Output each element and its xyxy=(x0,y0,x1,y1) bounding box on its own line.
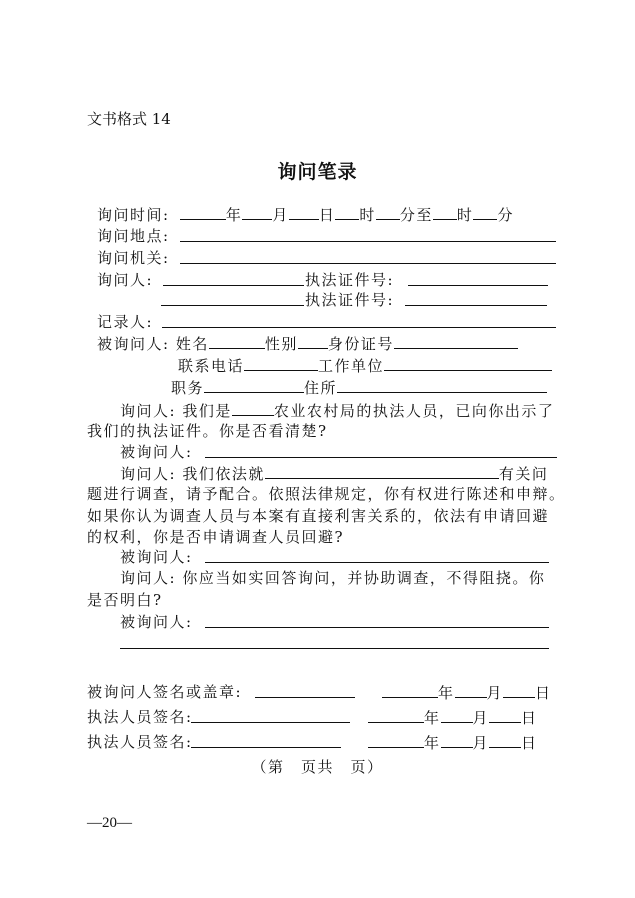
answer-3-field-continued[interactable] xyxy=(120,648,549,649)
page-number: —20— xyxy=(87,815,132,831)
case-subject-blank[interactable] xyxy=(265,463,499,479)
sign2-day-label: 日 xyxy=(521,709,538,727)
hour-blank[interactable] xyxy=(335,204,359,220)
page-indicator: （第 页共 页） xyxy=(251,758,384,776)
answer-3-field[interactable] xyxy=(205,627,549,628)
phone-field[interactable] xyxy=(244,355,318,371)
recorder-field[interactable] xyxy=(162,327,556,328)
interviewee-contact-row xyxy=(178,355,552,376)
id-number-field[interactable] xyxy=(394,333,518,349)
sign1-day-label: 日 xyxy=(535,684,552,702)
officer-signature-label-2: 执法人员签名: xyxy=(87,733,193,751)
interviewer-field-2[interactable] xyxy=(161,305,304,306)
position-field[interactable] xyxy=(204,377,304,393)
inquiry-agency-field[interactable] xyxy=(180,263,556,264)
officer-signature-field-1[interactable] xyxy=(191,722,350,723)
interviewee-signature-label: 被询问人签名或盖章: xyxy=(87,683,243,701)
question-1-line-2: 我们的执法证件。你是否看清楚? xyxy=(87,422,328,440)
question-1-line-1 xyxy=(120,400,554,421)
form-number-label: 文书格式 14 xyxy=(87,110,171,128)
sign2-day-blank[interactable] xyxy=(489,707,521,723)
sign2-year-label: 年 xyxy=(424,709,441,727)
position-label: 职务 xyxy=(171,379,205,397)
q2-start-text: 询问人: 我们依法就 xyxy=(120,465,265,483)
month-label: 月 xyxy=(272,206,289,224)
question-2-line-3: 如果你认为调查人员与本案有直接利害关系的，依法有申请回避 xyxy=(87,507,550,525)
sign1-month-blank[interactable] xyxy=(455,682,487,698)
interviewer-field[interactable] xyxy=(163,285,304,286)
answer-2-label: 被询问人: xyxy=(120,548,193,566)
sign2-month-label: 月 xyxy=(472,709,490,727)
interviewee-info-row xyxy=(97,333,518,354)
answer-1-label: 被询问人: xyxy=(120,443,193,461)
inquiry-time-row xyxy=(97,204,514,225)
sign2-month-blank[interactable] xyxy=(441,707,473,723)
inquiry-agency-label: 询问机关: xyxy=(97,249,170,267)
sign3-month-blank[interactable] xyxy=(441,732,473,748)
q1-end-text: 农业农村局的执法人员，已向你出示了 xyxy=(273,402,555,420)
interviewer-label: 询问人: xyxy=(97,271,154,289)
sign2-year-blank[interactable] xyxy=(368,707,424,723)
workplace-label: 工作单位 xyxy=(318,357,385,375)
gender-label: 性别 xyxy=(264,335,298,353)
answer-1-field[interactable] xyxy=(205,457,557,458)
hour-label: 时 xyxy=(359,206,376,224)
interviewee-signature-field[interactable] xyxy=(255,697,355,698)
q1-start-text: 询问人: 我们是 xyxy=(120,402,232,420)
address-field[interactable] xyxy=(337,377,547,393)
month-blank[interactable] xyxy=(242,204,272,220)
document-title: 询问笔录 xyxy=(277,161,358,183)
sign1-year-blank[interactable] xyxy=(382,682,438,698)
interviewee-label: 被询问人: xyxy=(97,335,170,353)
minute2-label: 分 xyxy=(497,206,514,224)
question-2-line-2: 题进行调查，请予配合。依照法律规定，你有权进行陈述和申辩。 xyxy=(87,485,566,503)
answer-2-field[interactable] xyxy=(205,562,549,563)
id-number-label: 身份证号 xyxy=(327,335,394,353)
question-3-line-1: 询问人: 你应当如实回答询问，并协助调查，不得阻挠。你 xyxy=(120,569,546,587)
officer-signature-field-2[interactable] xyxy=(191,747,341,748)
badge-number-field-1[interactable] xyxy=(408,285,548,286)
minute2-blank[interactable] xyxy=(473,204,497,220)
sign3-year-blank[interactable] xyxy=(368,732,424,748)
phone-label: 联系电话 xyxy=(178,357,245,375)
officer-signature-date-2 xyxy=(368,732,538,753)
officer-signature-date-1 xyxy=(368,707,538,728)
inquiry-location-label: 询问地点: xyxy=(97,227,170,245)
name-label: 姓名 xyxy=(175,335,209,353)
officer-signature-label-1: 执法人员签名: xyxy=(87,708,193,726)
gender-field[interactable] xyxy=(298,333,328,349)
agency-name-blank[interactable] xyxy=(232,400,274,416)
recorder-label: 记录人: xyxy=(97,313,154,331)
inquiry-time-label: 询问时间: xyxy=(97,206,170,224)
hour2-label: 时 xyxy=(456,206,474,224)
workplace-field[interactable] xyxy=(384,355,552,371)
minute-blank[interactable] xyxy=(376,204,400,220)
address-label: 住所 xyxy=(304,379,338,397)
interviewee-signature-date xyxy=(382,682,552,703)
sign1-year-label: 年 xyxy=(438,684,455,702)
minute-to-label: 分至 xyxy=(399,206,433,224)
sign3-day-label: 日 xyxy=(521,734,538,752)
question-3-line-2: 是否明白? xyxy=(87,591,163,609)
sign1-day-blank[interactable] xyxy=(503,682,535,698)
year-label: 年 xyxy=(225,206,243,224)
hour2-blank[interactable] xyxy=(433,204,457,220)
inquiry-location-field[interactable] xyxy=(180,241,556,242)
sign3-year-label: 年 xyxy=(424,734,441,752)
day-label: 日 xyxy=(318,206,336,224)
q2-end-text: 有关问 xyxy=(498,465,549,483)
badge-number-field-2[interactable] xyxy=(405,305,547,306)
name-field[interactable] xyxy=(209,333,265,349)
badge-number-label-2: 执法证件号: xyxy=(305,291,395,309)
badge-number-label-1: 执法证件号: xyxy=(305,271,395,289)
sign3-month-label: 月 xyxy=(472,734,490,752)
answer-3-label: 被询问人: xyxy=(120,613,193,631)
day-blank[interactable] xyxy=(289,204,319,220)
interviewee-address-row xyxy=(171,377,547,398)
year-blank[interactable] xyxy=(180,204,226,220)
sign1-month-label: 月 xyxy=(486,684,504,702)
question-2-line-1 xyxy=(120,463,548,484)
sign3-day-blank[interactable] xyxy=(489,732,521,748)
question-2-line-4: 的权利，你是否申请调查人员回避? xyxy=(87,528,345,546)
